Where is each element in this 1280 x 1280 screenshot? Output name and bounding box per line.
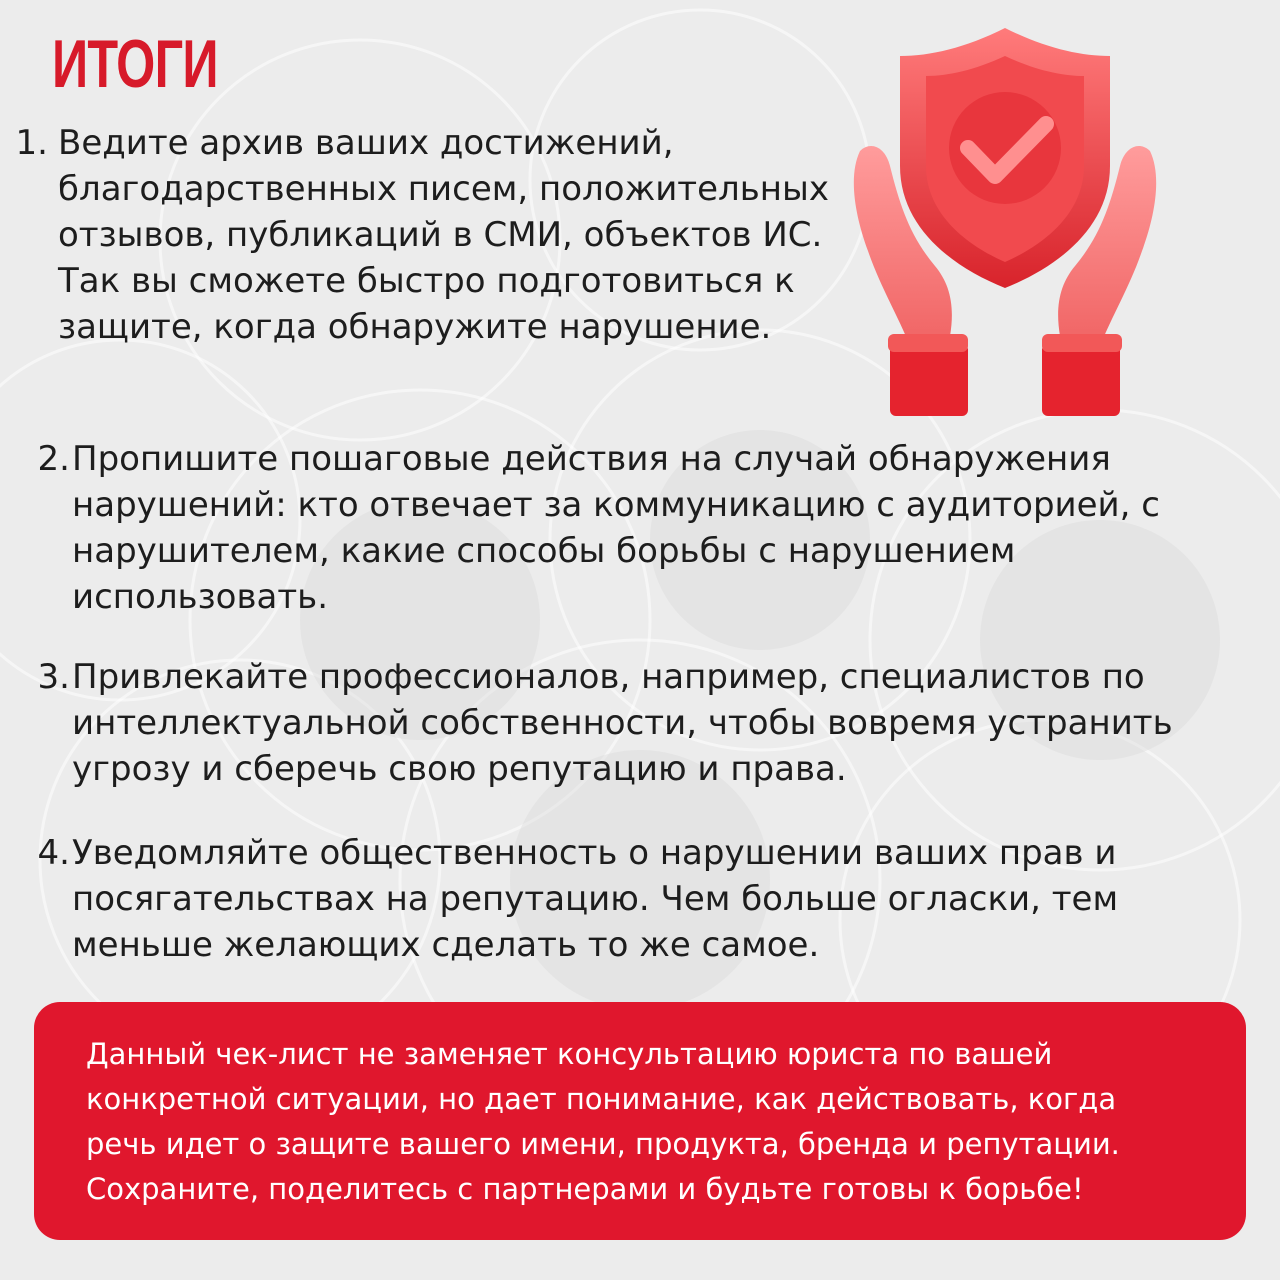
disclaimer-box xyxy=(34,1002,1246,1240)
hands-holding-shield-checkmark-icon xyxy=(840,26,1170,416)
list-item-text: Пропишите пошаговые действия на случай обнаружения нарушений: кто отвечает за коммуникацию с аудиторией, с нарушителем, какие способы борьбы с нарушением использовать. xyxy=(72,439,1160,617)
list-item-text: Привлекайте профессионалов, например, специалистов по интеллектуальной собственности, чтобы вовремя устранить угрозу и сберечь свою репутацию и права. xyxy=(72,657,1173,789)
list-item-1 xyxy=(0,120,830,350)
list-item-2 xyxy=(0,436,1250,620)
list-item-number: 2. xyxy=(37,439,70,479)
page-title: ИТОГИ xyxy=(52,26,218,102)
list-item-text: Уведомляйте общественность о нарушении ваших прав и посягательствах на репутацию. Чем больше огласки, тем меньше желающих сделать то же самое. xyxy=(72,833,1119,965)
list-item-text: Ведите архив ваших достижений, благодарственных писем, положительных отзывов, публикаций в СМИ, объектов ИС. Так вы сможете быстро подготовиться к защите, когда обнаружите нарушение. xyxy=(58,123,829,347)
disclaimer-text: Данный чек-лист не заменяет консультацию юриста по вашей конкретной ситуации, но дает понимание, как действовать, когда речь идет о защите вашего имени, продукта, бренда и репутации. Сохраните, поделитесь с партнерами и будьте готовы к борьбе! xyxy=(86,1037,1120,1206)
list-item-4 xyxy=(0,830,1250,968)
list-item-number: 3. xyxy=(37,657,70,697)
list-item-3 xyxy=(0,654,1250,792)
list-item-number: 4. xyxy=(37,833,70,873)
list-item-number: 1. xyxy=(15,123,48,163)
